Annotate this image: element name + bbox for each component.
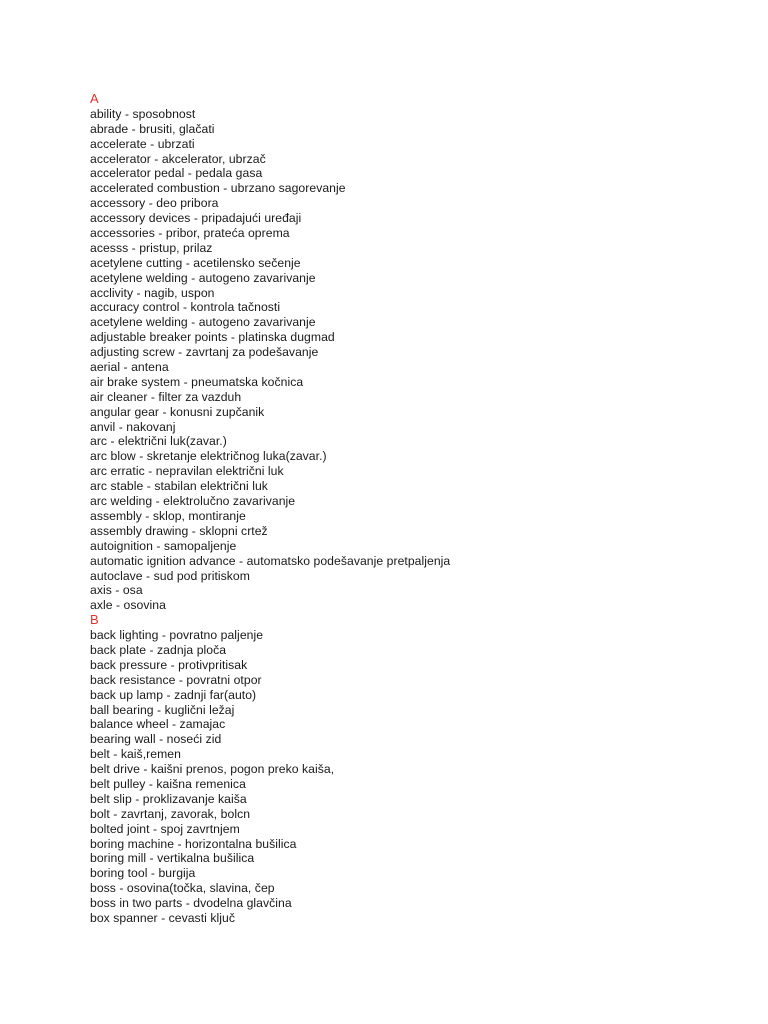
glossary-entry: acetylene cutting - acetilensko sečenje bbox=[90, 255, 301, 270]
glossary-entry: accelerator pedal - pedala gasa bbox=[90, 166, 263, 181]
glossary-entry: belt - kaiš,remen bbox=[90, 747, 181, 762]
glossary-entry: belt drive - kaišni prenos, pogon preko kaiša, bbox=[90, 762, 335, 777]
glossary-entry: boring mill - vertikalna bušilica bbox=[90, 851, 255, 866]
glossary-entry: ability - sposobnost bbox=[90, 106, 196, 121]
glossary-entry: acetylene welding - autogeno zavarivanje bbox=[90, 270, 316, 285]
glossary-entry: back up lamp - zadnji far(auto) bbox=[90, 687, 257, 702]
glossary-entry: accelerated combustion - ubrzano sagorevanje bbox=[90, 181, 346, 196]
glossary-entry: back resistance - povratni otpor bbox=[90, 672, 262, 687]
glossary-entry: abrade - brusiti, glačati bbox=[90, 121, 215, 136]
glossary-entry: accelerate - ubrzati bbox=[90, 136, 195, 151]
glossary-entry: back plate - zadnja ploča bbox=[90, 642, 227, 657]
glossary-entry: arc - električni luk(zavar.) bbox=[90, 434, 227, 449]
glossary-entry: adjustable breaker points - platinska dugmad bbox=[90, 330, 335, 345]
glossary-entry: assembly drawing - sklopni crtež bbox=[90, 523, 268, 538]
glossary-entry: accelerator - akcelerator, ubrzač bbox=[90, 151, 266, 166]
glossary-entry: acesss - pristup, prilaz bbox=[90, 240, 213, 255]
glossary-entry: autoignition - samopaljenje bbox=[90, 538, 237, 553]
glossary-entry: arc erratic - nepravilan električni luk bbox=[90, 464, 284, 479]
glossary-entry: acetylene welding - autogeno zavarivanje bbox=[90, 315, 316, 330]
glossary-entry: belt slip - proklizavanje kaiša bbox=[90, 791, 247, 806]
section-letter: A bbox=[90, 91, 99, 106]
glossary-entry: back pressure - protivpritisak bbox=[90, 657, 248, 672]
glossary-entry: accessory devices - pripadajući uređaji bbox=[90, 211, 302, 226]
glossary-entry: anvil - nakovanj bbox=[90, 419, 176, 434]
section-letter: B bbox=[90, 612, 99, 628]
glossary-entry: accessory - deo pribora bbox=[90, 196, 219, 211]
glossary-page bbox=[90, 92, 750, 926]
glossary-section-b bbox=[90, 613, 750, 926]
glossary-entry: accessories - pribor, prateća oprema bbox=[90, 226, 290, 241]
glossary-entry: back lighting - povratno paljenje bbox=[90, 628, 264, 643]
glossary-entry: balance wheel - zamajac bbox=[90, 717, 226, 732]
glossary-entry: boss in two parts - dvodelna glavčina bbox=[90, 896, 292, 911]
glossary-entry: arc stable - stabilan električni luk bbox=[90, 479, 268, 494]
glossary-entry: angular gear - konusni zupčanik bbox=[90, 404, 265, 419]
glossary-entry: adjusting screw - zavrtanj za podešavanje bbox=[90, 345, 319, 360]
glossary-entry: bearing wall - noseći zid bbox=[90, 732, 222, 747]
glossary-entry: air cleaner - filter za vazduh bbox=[90, 389, 242, 404]
glossary-entry: autoclave - sud pod pritiskom bbox=[90, 568, 250, 583]
glossary-entry: air brake system - pneumatska kočnica bbox=[90, 374, 304, 389]
glossary-sections bbox=[90, 92, 750, 926]
glossary-entry: axis - osa bbox=[90, 583, 143, 598]
glossary-entry: assembly - sklop, montiranje bbox=[90, 508, 246, 523]
glossary-entry: arc blow - skretanje električnog luka(zavar.) bbox=[90, 449, 327, 464]
glossary-entry: box spanner - cevasti ključ bbox=[90, 910, 235, 925]
glossary-entry: belt pulley - kaišna remenica bbox=[90, 776, 246, 791]
glossary-entry: boss - osovina(točka, slavina, čep bbox=[90, 881, 275, 896]
glossary-entry: boring tool - burgija bbox=[90, 866, 196, 881]
glossary-entry: accuracy control - kontrola tačnosti bbox=[90, 300, 281, 315]
glossary-entry: aerial - antena bbox=[90, 360, 169, 375]
glossary-entry: arc welding - elektrolučno zavarivanje bbox=[90, 494, 296, 509]
glossary-section-a bbox=[90, 92, 750, 613]
glossary-entry: automatic ignition advance - automatsko podešavanje pretpaljenja bbox=[90, 553, 451, 568]
glossary-entry: acclivity - nagib, uspon bbox=[90, 285, 215, 300]
glossary-entry: bolt - zavrtanj, zavorak, bolcn bbox=[90, 806, 251, 821]
glossary-entry: axle - osovina bbox=[90, 598, 166, 613]
glossary-entry: bolted joint - spoj zavrtnjem bbox=[90, 821, 240, 836]
glossary-entry: boring machine - horizontalna bušilica bbox=[90, 836, 297, 851]
glossary-entry: ball bearing - kuglični ležaj bbox=[90, 702, 235, 717]
